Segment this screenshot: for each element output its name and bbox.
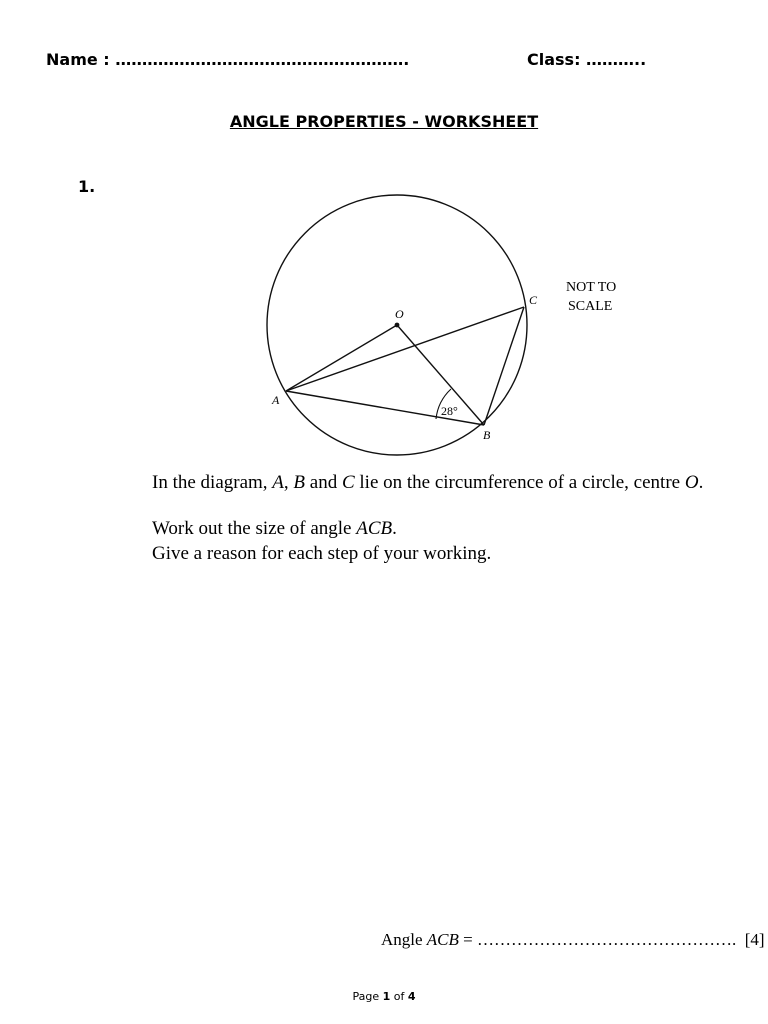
label-b: B bbox=[483, 428, 491, 442]
answer-line[interactable]: Angle ACB = ………………………………………. [4] bbox=[381, 930, 765, 949]
question-text-line2: Work out the size of angle ACB. bbox=[152, 518, 397, 539]
centre-point bbox=[395, 323, 400, 328]
label-o: O bbox=[395, 307, 404, 321]
page-footer: Page 1 of 4 bbox=[352, 990, 416, 1003]
not-to-scale-line2: SCALE bbox=[568, 299, 613, 314]
page-title: ANGLE PROPERTIES - WORKSHEET bbox=[229, 112, 539, 131]
question-text-line1: In the diagram, A, B and C lie on the circumference of a circle, centre O. bbox=[152, 472, 704, 493]
segment-cb bbox=[484, 307, 524, 425]
name-field-label: Name : ………………………………………………. bbox=[46, 50, 410, 69]
label-a: A bbox=[272, 393, 280, 407]
marks-badge: [4] bbox=[744, 930, 765, 949]
label-c: C bbox=[529, 293, 538, 307]
question-number: 1. bbox=[78, 177, 96, 196]
question-text-line3: Give a reason for each step of your working. bbox=[152, 543, 492, 564]
not-to-scale-line1: NOT TO bbox=[566, 280, 617, 295]
segment-ac bbox=[286, 307, 524, 391]
class-field-label: Class: ……….. bbox=[527, 50, 647, 69]
angle-label: 28° bbox=[441, 404, 458, 418]
